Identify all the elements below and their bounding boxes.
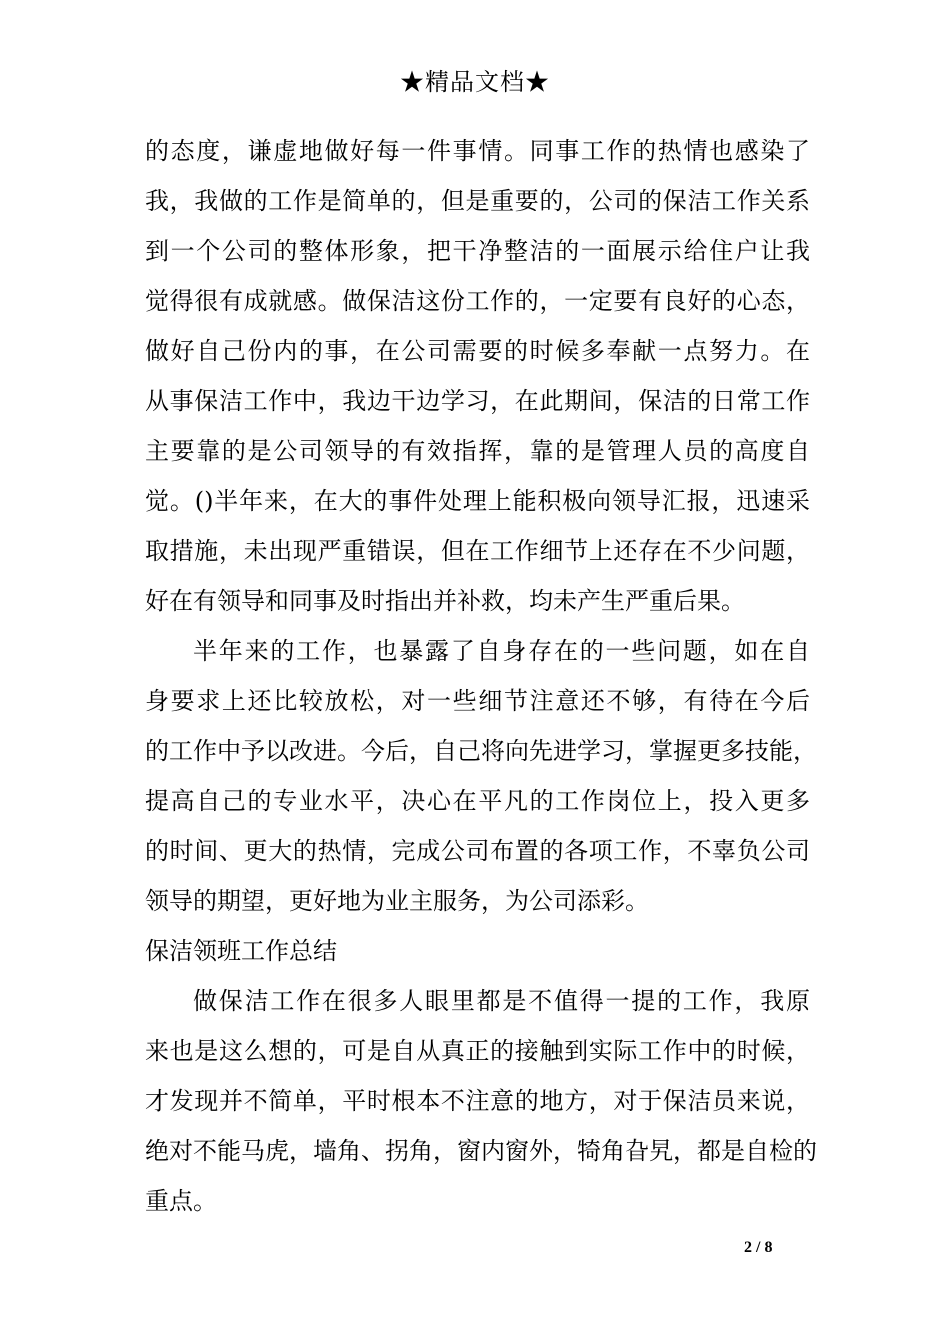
paragraph-1: [145, 126, 810, 626]
section-heading: 保洁领班工作总结: [145, 937, 337, 965]
text-line: 提高自己的专业水平，决心在平凡的工作岗位上，投入更多: [145, 787, 810, 815]
document-body: [145, 126, 817, 1226]
text-line: 领导的期望，更好地为业主服务，为公司添彩。: [145, 887, 649, 915]
text-line: 好在有领导和同事及时指出并补救，均未产生严重后果。: [145, 587, 745, 615]
paragraph-3: [145, 976, 817, 1226]
text-line: 做保洁工作在很多人眼里都是不值得一提的工作，我原: [193, 987, 810, 1015]
text-line: 的工作中予以改进。今后，自己将向先进学习，掌握更多技能，: [145, 737, 817, 765]
text-line: 的态度，谦虚地做好每一件事情。同事工作的热情也感染了: [145, 137, 810, 165]
text-line: 到一个公司的整体形象，把干净整洁的一面展示给住户让我: [145, 237, 810, 265]
text-line: 身要求上还比较放松，对一些细节注意还不够，有待在今后: [145, 687, 810, 715]
text-line: 主要靠的是公司领导的有效指挥，靠的是管理人员的高度自: [145, 437, 810, 465]
text-line: 绝对不能马虎，墙角、拐角，窗内窗外，犄角旮旯，都是自检的: [145, 1137, 817, 1165]
text-line: 来也是这么想的，可是自从真正的接触到实际工作中的时候，: [145, 1037, 810, 1065]
text-line: 才发现并不简单，平时根本不注意的地方，对于保洁员来说，: [145, 1087, 810, 1115]
text-line: 我，我做的工作是简单的，但是重要的，公司的保洁工作关系: [145, 187, 810, 215]
document-header: ★精品文档★: [400, 68, 550, 96]
text-line: 重点。: [145, 1187, 217, 1215]
page-number: 2 / 8: [744, 1239, 773, 1256]
text-line: 半年来的工作，也暴露了自身存在的一些问题，如在自: [193, 637, 810, 665]
text-line: 的时间、更大的热情，完成公司布置的各项工作，不辜负公司: [145, 837, 810, 865]
text-line: 觉。()半年来，在大的事件处理上能积极向领导汇报，迅速采: [145, 487, 810, 515]
paragraph-2: [145, 626, 817, 926]
text-line: 从事保洁工作中，我边干边学习，在此期间，保洁的日常工作: [145, 387, 810, 415]
text-line: 觉得很有成就感。做保洁这份工作的，一定要有良好的心态，: [145, 287, 810, 315]
text-line: 做好自己份内的事，在公司需要的时候多奉献一点努力。在: [145, 337, 810, 365]
text-line: 取措施，未出现严重错误，但在工作细节上还存在不少问题，: [145, 537, 810, 565]
